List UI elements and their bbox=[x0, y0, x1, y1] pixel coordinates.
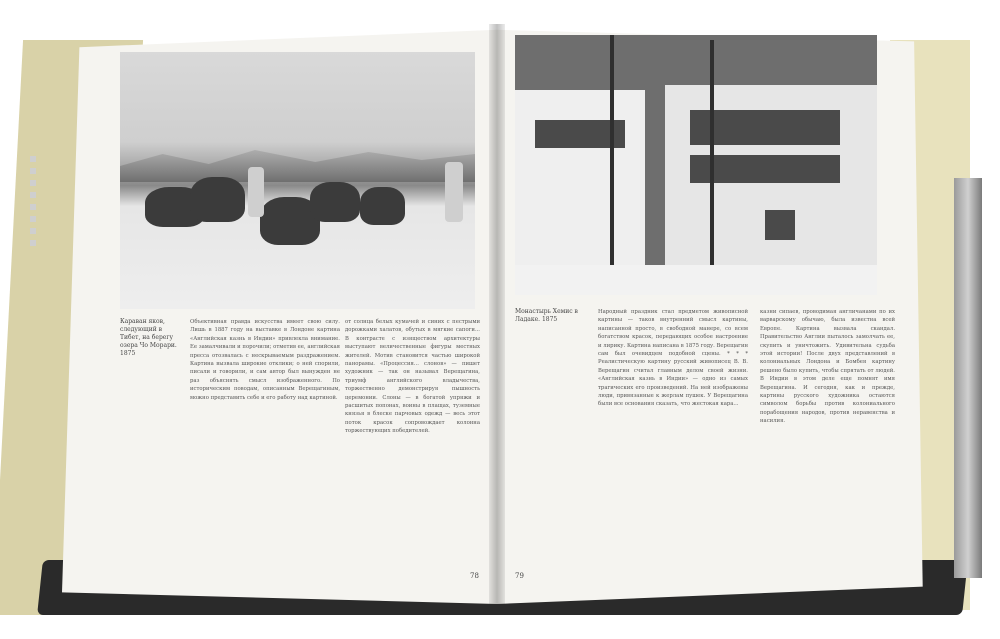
yak-caravan-photo bbox=[120, 52, 475, 309]
left-text-column-1: Объективная правда искусства имеет свою силу. Лишь в 1887 году на выставке в Лондоне картина «Английская казнь в Индии» привлекла внимание. Ее замалчивали и порочили; отметив ее, английская пресса отозвалась с нескрываемым раздражением. Картина вызвала широкие отклики; о ней спорили, писали и говорили, и сам автор был вынужден не раз объяснять смысл изображенного. По историческим поводам, описанным Верещагиным, можно представить себе и его работу над картиной. bbox=[190, 319, 340, 401]
page-number-right: 79 bbox=[515, 572, 524, 580]
mountain-range bbox=[120, 142, 475, 182]
prayer-pole bbox=[610, 35, 614, 285]
margin-marks bbox=[30, 150, 38, 420]
traveler bbox=[445, 162, 463, 222]
left-photo-caption: Караван яков, следующий в Тибет, на берегу озера Чо Морари. 1875 bbox=[120, 318, 177, 357]
courtyard bbox=[515, 265, 877, 295]
right-photo-caption: Монастырь Хемис в Ладаке. 1875 bbox=[515, 308, 578, 323]
left-text-column-2: от солнца белых кумачей и синих с пестрыми дорожками халатов, обутых в мягкие сапоги... В контрасте с изяществом архитектуры выступают величественные фигуры местных жителей. Мотив становится частью широкой панорамы. «Процессия... слонов» — пишет художник — так он называл Верещагина, триумф английского владычества, торжественно демонстрируя пышность церемонии. Слоны — в богатой упряжи и расшитых попонах, воины в плащах, туземные князья в блеске парчовых одежд — весь этот поток красок сопровождает колонна торжествующих победителей. bbox=[345, 319, 480, 435]
yak bbox=[360, 187, 405, 225]
book-gutter bbox=[489, 24, 505, 604]
traveler bbox=[248, 167, 264, 217]
window bbox=[765, 210, 795, 240]
page-number-left: 78 bbox=[470, 572, 479, 580]
yak bbox=[190, 177, 245, 222]
prayer-pole bbox=[710, 40, 714, 280]
yak bbox=[310, 182, 360, 222]
monastery-photo bbox=[515, 35, 877, 295]
right-text-column-2: казни сипаев, проводимая англичанами по их варварскому обычаю, была известна всей Европе. Картина вызвала скандал. Правительство Англии пыталось замолчать ее, скупить и уничтожить. Удивительна судьба этой истории! После двух представлений в колониальных Лондона и Бомбея картину решено было купить, чтобы спрятать от людей. В Индии в этом деле еще помнят имя Верещагина. И сегодня, как и прежде, картины русского художника остаются символом борьбы против колониального порабощения народов, против неравенства и насилия. bbox=[760, 309, 895, 425]
book-page-edge bbox=[954, 178, 982, 578]
right-text-column-1: Народный праздник стал предметом живописной картины — таков внутренний смысл картины, написанной просто, в свободной манере, со всем богатством красок, передающих особое настроение и лирику. Картина написана в 1875 году. Верещагин сам был очевидцем подобной сцены. * * * Реалистическую картину русский живописец В. В. Верещагин считал главным делом своей жизни. «Английская казнь в Индии» — одно из самых трагических его произведений. На ней изображены люди, привязанные к жерлам пушек. У Верещагина были все основания сказать, что жестокая кара... bbox=[598, 309, 748, 408]
